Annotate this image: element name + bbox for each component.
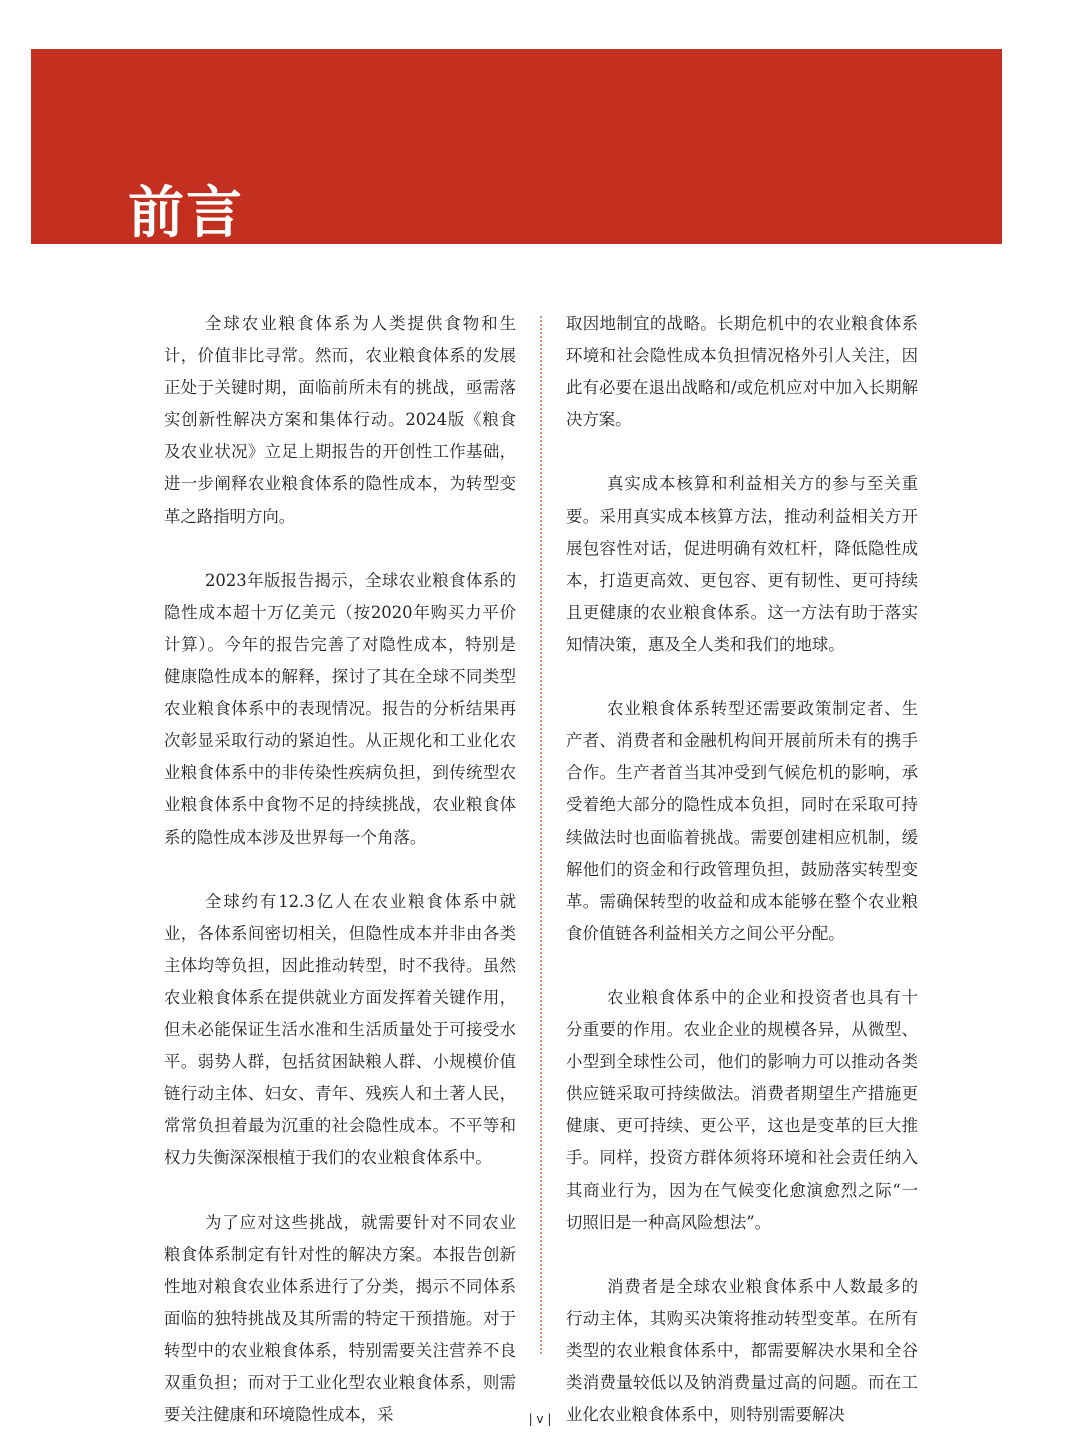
body-paragraph: 农业粮食体系转型还需要政策制定者、生产者、消费者和金融机构间开展前所未有的携手合作。生产者首当其冲受到气候危机的影响，承受着绝大部分的隐性成本负担，同时在采取可持续做法时也面临着挑战。需要创建相应机制，缓解他们的资金和行政管理负担，鼓励落实转型变革。需确保转型的收益和成本能够在整个农业粮食价值链各利益相关方之间公平分配。: [566, 699, 918, 943]
header-banner: [31, 49, 1002, 244]
page-title: 前言: [128, 181, 244, 246]
body-paragraph: 为了应对这些挑战，就需要针对不同农业粮食体系制定有针对性的解决方案。本报告创新性地对粮食农业体系进行了分类，揭示不同体系面临的独特挑战及其所需的特定干预措施。对于转型中的农业粮食体系，特别需要关注营养不良双重负担；而对于工业化型农业粮食体系，则需要关注健康和环境隐性成本，采: [164, 1212, 516, 1425]
body-paragraph: 全球农业粮食体系为人类提供食物和生计，价值非比寻常。然而，农业粮食体系的发展正处于关键时期，面临前所未有的挑战，亟需落实创新性解决方案和集体行动。2024版《粮食及农业状况》立足上期报告的开创性工作基础，进一步阐释农业粮食体系的隐性成本，为转型变革之路指明方向。: [164, 314, 516, 526]
right-text-column: [566, 308, 918, 1431]
body-paragraph: 2023年版报告揭示，全球农业粮食体系的隐性成本超十万亿美元（按2020年购买力平价计算）。今年的报告完善了对隐性成本，特别是健康隐性成本的解释，探讨了其在全球不同类型农业粮食体系中的表现情况。报告的分析结果再次彰显采取行动的紧迫性。从正规化和工业化农业粮食体系中的非传染性疾病负担，到传统型农业粮食体系中食物不足的持续挑战，农业粮食体系的隐性成本涉及世界每一个角落。: [164, 570, 516, 847]
body-paragraph: 消费者是全球农业粮食体系中人数最多的行动主体，其购买决策将推动转型变革。在所有类型的农业粮食体系中，都需要解决水果和全谷类消费量较低以及钠消费量过高的问题。而在工业化农业粮食体系中，则特别需要解决: [566, 1276, 918, 1425]
body-paragraph: 农业粮食体系中的企业和投资者也具有十分重要的作用。农业企业的规模各异，从微型、小型到全球性公司，他们的影响力可以推动各类供应链采取可持续做法。消费者期望生产措施更健康、更可持续、更公平，这也是变革的巨大推手。同样，投资方群体须将环境和社会责任纳入其商业行为，因为在气候变化愈演愈烈之际“一切照旧是一种高风险想法”。: [566, 987, 918, 1232]
body-paragraph-continued: 取因地制宜的战略。长期危机中的农业粮食体系环境和社会隐性成本负担情况格外引人关注，因此有必要在退出战略和/或危机应对中加入长期解决方案。: [566, 314, 918, 430]
page-number: | v |: [528, 1412, 552, 1426]
column-divider: [540, 316, 542, 1354]
left-text-column: [164, 308, 516, 1431]
body-paragraph: 全球约有12.3亿人在农业粮食体系中就业，各体系间密切相关，但隐性成本并非由各类主体均等负担，因此推动转型，时不我待。虽然农业粮食体系在提供就业方面发挥着关键作用，但未必能保证生活水准和生活质量处于可接受水平。弱势人群，包括贫困缺粮人群、小规模价值链行动主体、妇女、青年、残疾人和土著人民，常常负担着最为沉重的社会隐性成本。不平等和权力失衡深深根植于我们的农业粮食体系中。: [164, 891, 516, 1168]
body-paragraph: 真实成本核算和利益相关方的参与至关重要。采用真实成本核算方法，推动利益相关方开展包容性对话，促进明确有效杠杆，降低隐性成本，打造更高效、更包容、更有韧性、更可持续且更健康的农业粮食体系。这一方法有助于落实知情决策，惠及全人类和我们的地球。: [566, 474, 918, 654]
